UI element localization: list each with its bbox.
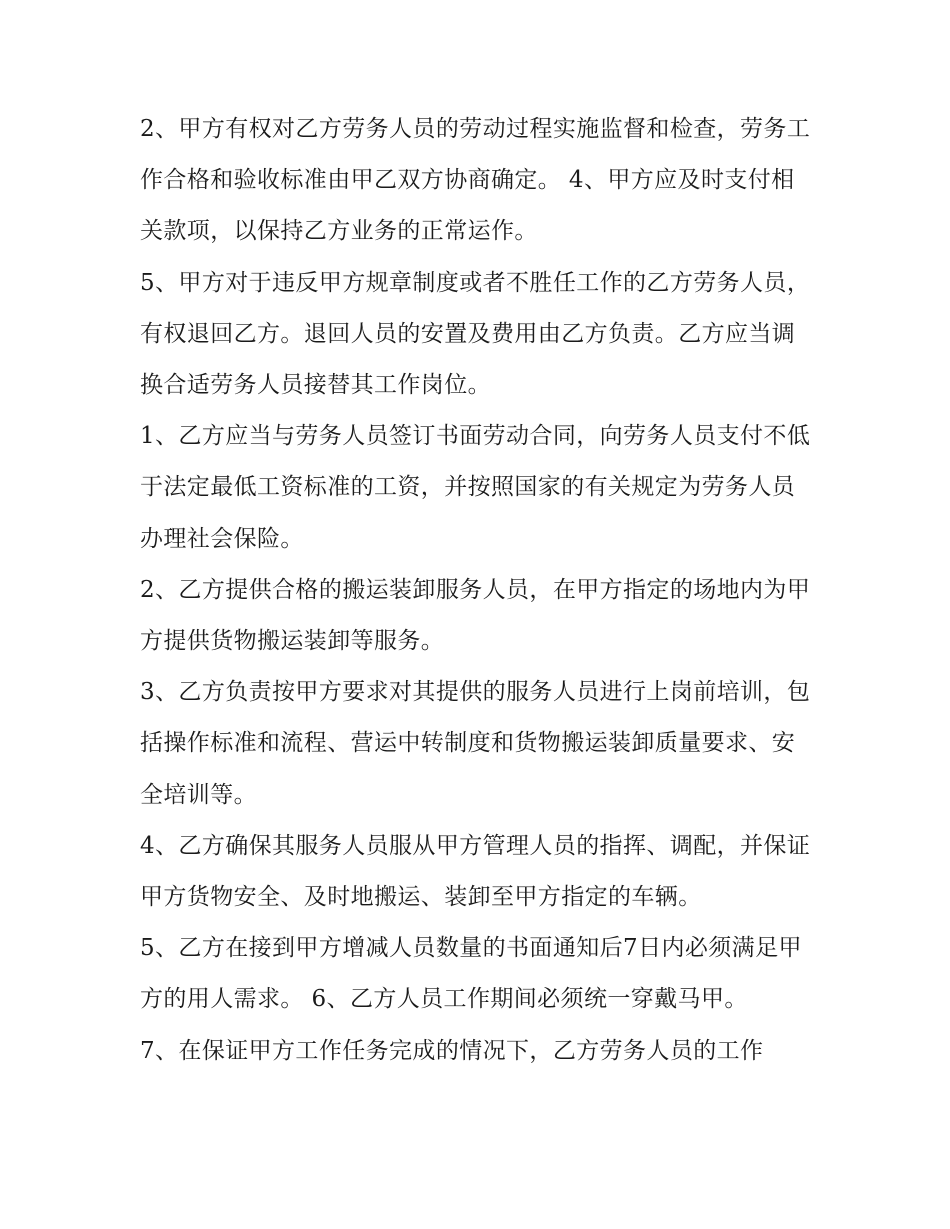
paragraph-party-b-training: 3、乙方负责按甲方要求对其提供的服务人员进行上岗前培训，包括操作标准和流程、营运中转制度和货物搬运装卸质量要求、安全培训等。 bbox=[140, 679, 811, 808]
paragraph-party-b-staffing-notice: 5、乙方在接到甲方增减人员数量的书面通知后7日内必须满足甲方的用人需求。 6、乙方人员工作期间必须统一穿戴马甲。 bbox=[140, 935, 802, 1013]
paragraph-party-a-return-staff: 5、甲方对于违反甲方规章制度或者不胜任工作的乙方劳务人员，有权退回乙方。退回人员的安置及费用由乙方负责。乙方应当调换合适劳务人员接替其工作岗位。 bbox=[140, 269, 811, 399]
paragraph-party-a-supervision: 2、甲方有权对乙方劳务人员的劳动过程实施监督和检查，劳务工作合格和验收标准由甲乙双方协商确定。 4、甲方应及时支付相关款项，以保持乙方业务的正常运作。 bbox=[140, 116, 811, 245]
paragraph-party-b-work-tasks: 7、在保证甲方工作任务完成的情况下，乙方劳务人员的工作 bbox=[140, 1037, 764, 1064]
paragraph-party-b-service-staff: 2、乙方提供合格的搬运装卸服务人员，在甲方指定的场地内为甲方提供货物搬运装卸等服务。 bbox=[140, 576, 811, 655]
document-body bbox=[140, 104, 816, 1077]
paragraph-party-b-obey-management: 4、乙方确保其服务人员服从甲方管理人员的指挥、调配，并保证甲方货物安全、及时地搬运、装卸至甲方指定的车辆。 bbox=[140, 832, 811, 911]
paragraph-party-b-labor-contract: 1、乙方应当与劳务人员签订书面劳动合同，向劳务人员支付不低于法定最低工资标准的工资，并按照国家的有关规定为劳务人员办理社会保险。 bbox=[140, 423, 811, 552]
